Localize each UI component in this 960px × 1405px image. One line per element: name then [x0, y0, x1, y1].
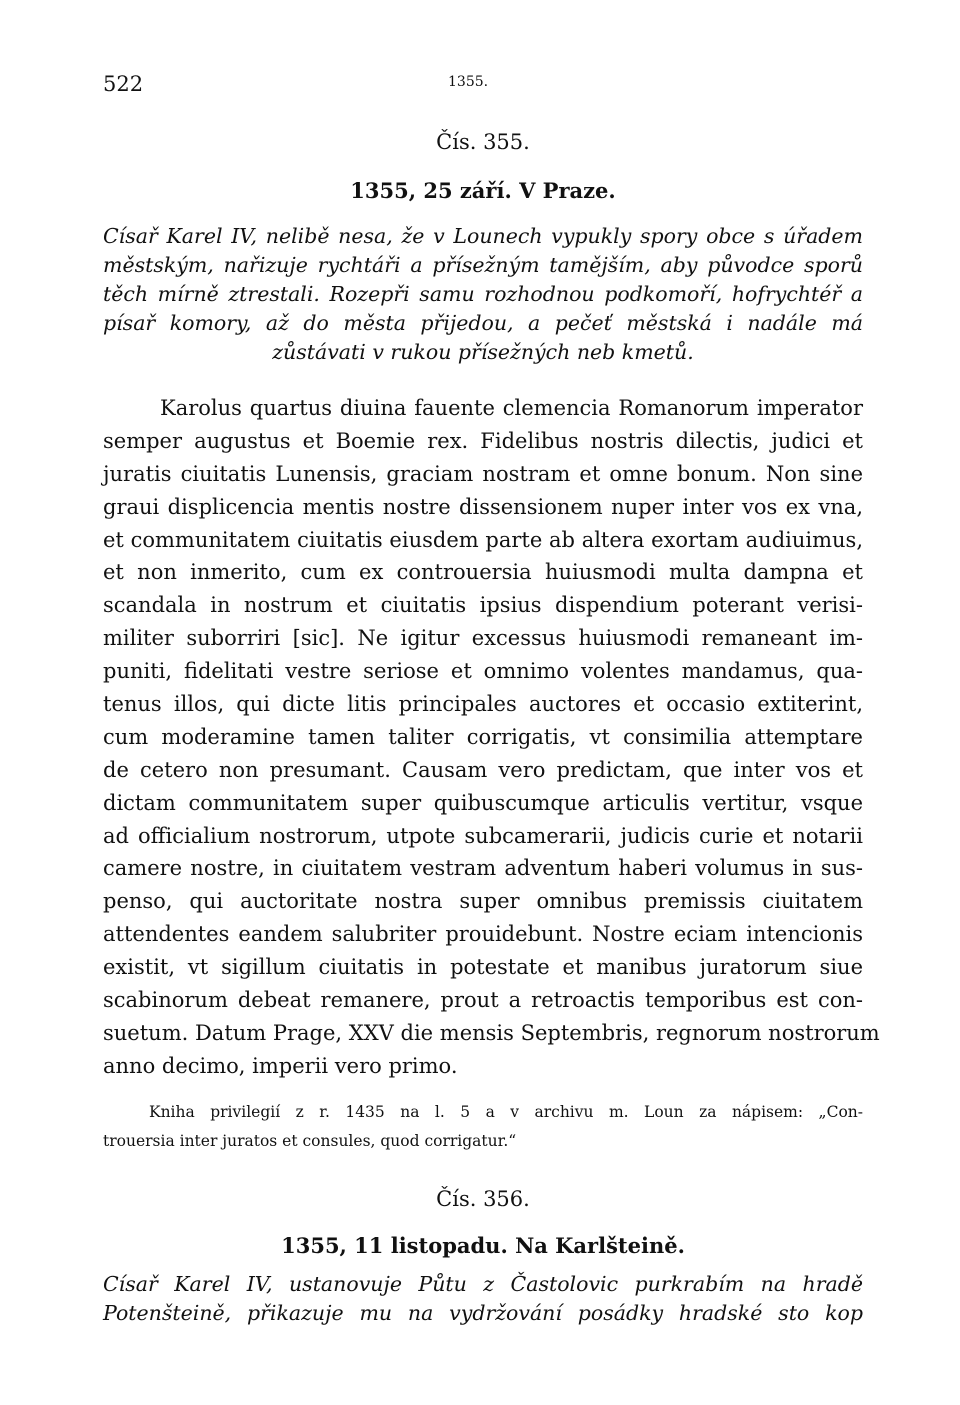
text-line: scandala in nostrum et ciuitatis ipsius dispendium poterant verisi- — [103, 593, 863, 618]
text-line: Karolus quartus diuina fauente clemencia Romanorum imperator — [160, 396, 863, 420]
document-regest — [103, 222, 863, 367]
text-line: et non inmerito, cum ex controuersia huiusmodi multa dampna et — [103, 560, 863, 585]
regest-line: Potenšteině, přikazuje mu na vydržování posádky hradské sto kop — [103, 1301, 863, 1325]
text-line: suetum. Datum Prage, XXV die mensis Septembris, regnorum nostrorum — [103, 1020, 880, 1045]
regest-line: těch mírně ztrestali. Rozepři samu rozhodnou podkomoří, hofrychtéř a — [103, 282, 863, 306]
running-head — [103, 72, 863, 102]
running-head-year: 1355. — [448, 74, 489, 90]
page-number: 522 — [103, 72, 144, 96]
text-line: camere nostre, in ciuitatem vestram adventum haberi volumus in sus- — [103, 856, 863, 881]
regest-line: zůstávati v rukou přísežných neb kmetů. — [272, 340, 694, 364]
text-line: semper augustus et Boemie rex. Fidelibus nostris dilectis, judici et — [103, 428, 863, 453]
regest-line: písař komory, až do města přijedou, a pečeť městská i nadále má — [103, 311, 863, 335]
text-line: de cetero non presumant. Causam vero predictam, que inter vos et — [103, 757, 863, 782]
text-line: ad officialium nostrorum, utpote subcamerarii, judicis curie et notarii — [103, 823, 863, 848]
document-date-place: 1355, 25 září. V Praze. — [350, 178, 616, 203]
text-line: puniti, fidelitati vestre seriose et omnimo volentes mandamus, qua- — [103, 659, 863, 684]
text-line: militer suborriri [sic]. Ne igitur excessus huiusmodi remaneant im- — [103, 626, 863, 651]
note-line: trouersia inter juratos et consules, quod corrigatur.“ — [103, 1132, 517, 1150]
document-number: Čís. 356. — [436, 1187, 530, 1211]
text-line: tenus illos, qui dicte litis principales auctores et occasio extiterint, — [103, 692, 863, 717]
text-line: et communitatem ciuitatis eiusdem parte ab altera exortam audiuimus, — [103, 527, 863, 552]
text-line: anno decimo, imperii vero primo. — [103, 1053, 458, 1078]
document-regest — [103, 1270, 863, 1328]
archival-note — [103, 1098, 863, 1156]
document-number: Čís. 355. — [436, 130, 530, 154]
text-line: juratis ciuitatis Lunensis, graciam nostram et omne bonum. Non sine — [103, 461, 863, 486]
document-latin-text — [103, 392, 880, 1083]
text-line: existit, vt sigillum ciuitatis in potestate et manibus juratorum siue — [103, 955, 863, 980]
document-date-place: 1355, 11 listopadu. Na Karlšteině. — [281, 1233, 685, 1258]
text-line: scabinorum debeat remanere, prout a retroactis temporibus est con- — [103, 988, 863, 1013]
regest-line: Císař Karel IV, nelibě nesa, že v Lounech vypukly spory obce s úřadem — [103, 224, 863, 248]
text-line: graui displicencia mentis nostre dissensionem nuper inter vos ex vna, — [103, 494, 863, 519]
text-line: penso, qui auctoritate nostra super omnibus premissis ciuitatem — [103, 889, 863, 914]
text-line: cum moderamine tamen taliter corrigatis, vt consimilia attemptare — [103, 724, 863, 749]
regest-line: městským, nařizuje rychtáři a přísežným tamějším, aby původce sporů — [103, 253, 863, 277]
text-line: attendentes eandem salubriter prouidebunt. Nostre eciam intencionis — [103, 922, 863, 947]
regest-line: Císař Karel IV, ustanovuje Půtu z Častolovic purkrabím na hradě — [103, 1272, 863, 1296]
text-line: dictam communitatem super quibuscumque articulis vertitur, vsque — [103, 790, 863, 815]
note-line: Kniha privilegií z r. 1435 na l. 5 a v archivu m. Loun za nápisem: „Con- — [149, 1103, 863, 1121]
